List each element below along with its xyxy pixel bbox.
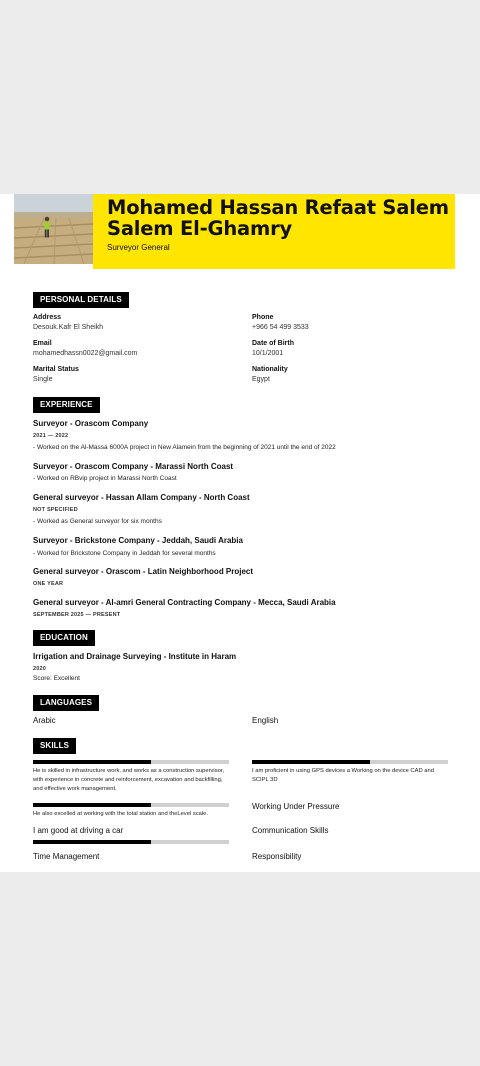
- phone-label: Phone: [252, 314, 274, 321]
- skill-bar-2: [252, 760, 448, 764]
- skill-text-1: He is skilled in infrastructure work. and works as a construction supervisor, with experience in concrete and reinforcement, excavation and backfilling, and effective work management.: [33, 768, 225, 792]
- skill-text-5: I am good at driving a car: [33, 826, 124, 835]
- section-education: EDUCATION: [33, 630, 95, 646]
- name-line-1: Mohamed Hassan Refaat Salem: [107, 196, 449, 219]
- job-desc-1: - Worked on the Al-Massa 6000A project in New Alamein from the beginning of 2021 until the end of 2022: [33, 444, 336, 451]
- skill-bar-1: [33, 760, 229, 764]
- job-date-5: ONE YEAR: [33, 581, 64, 587]
- email-label: Email: [33, 340, 52, 347]
- skill-text-7: Time Management: [33, 852, 100, 861]
- section-skills: SKILLS: [33, 738, 76, 754]
- education-score: Score: Excellent: [33, 675, 80, 682]
- marital-value: Single: [33, 376, 53, 383]
- candidate-name: [107, 194, 455, 239]
- education-title: Irrigation and Drainage Surveying - Institute in Haram: [33, 652, 237, 661]
- skill-text-2: I am proficient in using GPS devices a Working on the device CAD and SCIPL 3D: [252, 768, 434, 783]
- skill-bar-3-fill: [33, 803, 151, 807]
- job-desc-4: - Worked for Brickstone Company in Jeddah for several months: [33, 550, 216, 557]
- header-banner: [93, 194, 455, 269]
- job-desc-3: - Worked as General surveyor for six months: [33, 518, 162, 525]
- skill-bar-7-fill: [33, 840, 151, 844]
- nationality-value: Egypt: [252, 376, 270, 383]
- skill-text-3: He also excelled at working with the total station and theLevel scale.: [33, 811, 208, 817]
- nationality-label: Nationality: [252, 366, 288, 373]
- skill-bar-3: [33, 803, 229, 807]
- profile-photo: [14, 194, 93, 264]
- address-value: Desouk.Kafr El Sheikh: [33, 324, 104, 331]
- job-title-5: General surveyor - Orascom - Latin Neighborhood Project: [33, 567, 254, 576]
- section-personal-details: PERSONAL DETAILS: [33, 292, 129, 308]
- skill-text-4: Working Under Pressure: [252, 802, 340, 811]
- section-languages: LANGUAGES: [33, 695, 99, 711]
- skill-text-6: Communication Skills: [252, 826, 329, 835]
- language-english: English: [252, 716, 279, 725]
- skill-text-8: Responsibility: [252, 852, 302, 861]
- marital-label: Marital Status: [33, 366, 79, 373]
- job-title-1: Surveyor - Orascom Company: [33, 419, 149, 428]
- resume-page: [0, 194, 480, 872]
- phone-value: +966 54 499 3533: [252, 324, 309, 331]
- email-value: mohamedhassn0022@gmail.com: [33, 350, 138, 357]
- skill-bar-1-fill: [33, 760, 151, 764]
- education-year: 2020: [33, 666, 47, 672]
- job-title-6: General surveyor - Al-amri General Contracting Company - Mecca, Saudi Arabia: [33, 598, 336, 607]
- job-date-1: 2021 — 2022: [33, 433, 69, 439]
- address-label: Address: [33, 314, 62, 321]
- dob-value: 10/1/2001: [252, 350, 284, 357]
- job-date-3: NOT SPECIFIED: [33, 507, 78, 513]
- dob-label: Date of Birth: [252, 340, 294, 347]
- language-arabic: Arabic: [33, 716, 56, 725]
- job-desc-2: - Worked on RBvip project in Marassi North Coast: [33, 475, 177, 482]
- skill-bar-7: [33, 840, 229, 844]
- job-date-6: SEPTEMBER 2025 — PRESENT: [33, 612, 121, 618]
- job-title-3: General surveyor - Hassan Allam Company - North Coast: [33, 493, 250, 502]
- skill-bar-2-fill: [252, 760, 370, 764]
- job-title: Surveyor General: [107, 243, 170, 252]
- section-experience: EXPERIENCE: [33, 397, 100, 413]
- job-title-4: Surveyor - Brickstone Company - Jeddah, Saudi Arabia: [33, 536, 243, 545]
- name-line-2: Salem El-Ghamry: [107, 217, 293, 240]
- job-title-2: Surveyor - Orascom Company - Marassi North Coast: [33, 462, 234, 471]
